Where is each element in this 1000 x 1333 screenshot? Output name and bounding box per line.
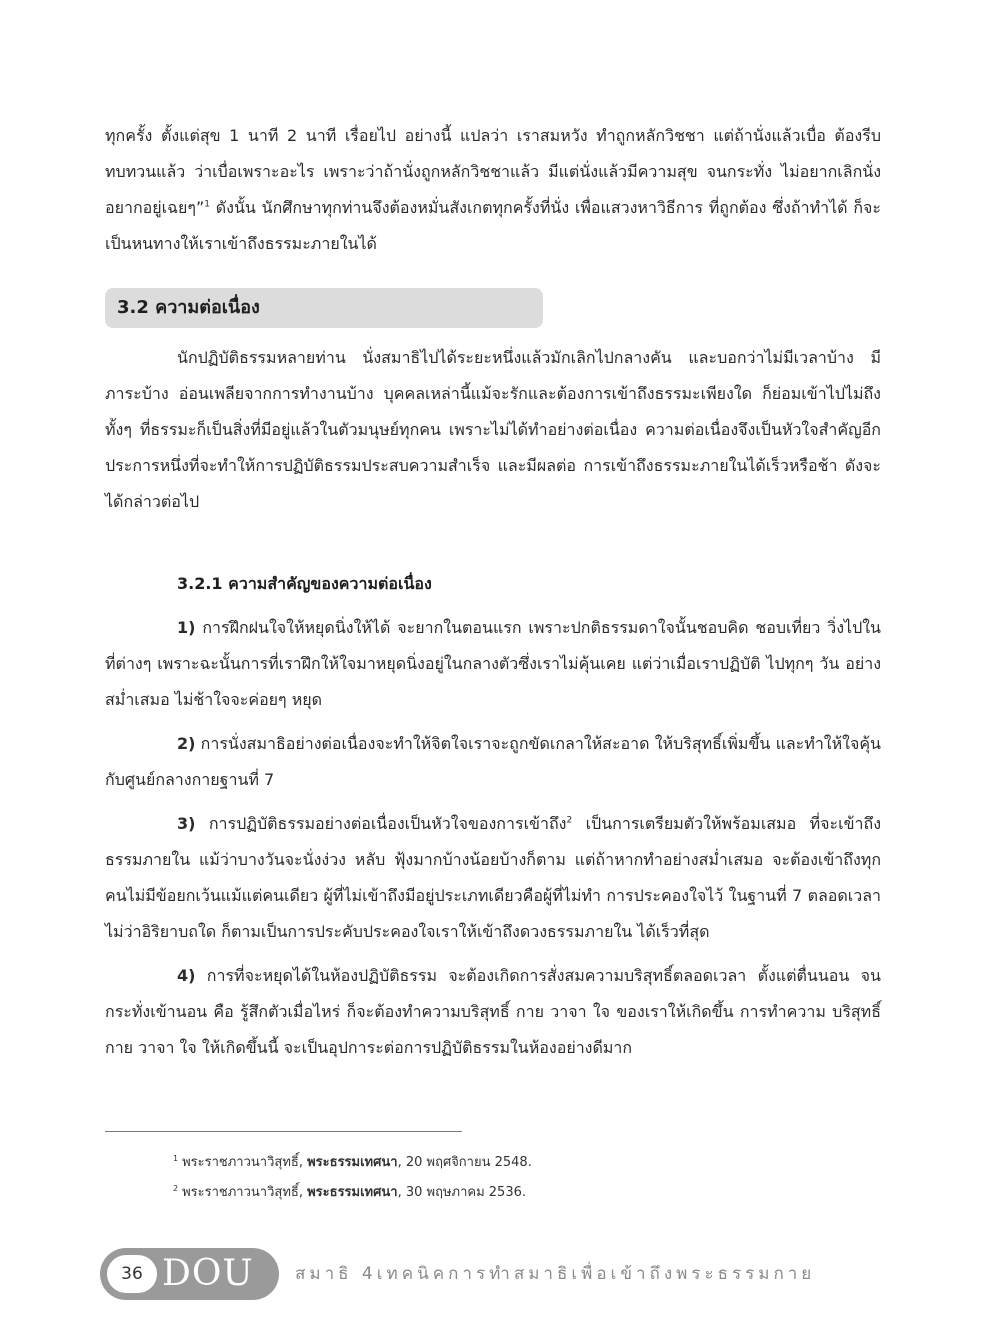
list-item-2 xyxy=(105,726,881,798)
footnote-date: , 30 พฤษภาคม 2536. xyxy=(397,1185,526,1200)
footnote-1 xyxy=(173,1148,873,1178)
book-title: สมาธิ 4เทคนิคการทำสมาธิเพื่อเข้าถึงพระธรรมกาย xyxy=(295,1264,816,1284)
intro-paragraph xyxy=(105,118,881,262)
list-item-3 xyxy=(105,806,881,950)
footnote-work: พระธรรมเทศนา xyxy=(307,1155,398,1170)
section-text: นักปฏิบัติธรรมหลายท่าน นั่งสมาธิไปได้ระยะหนึ่งแล้วมักเลิกไปกลางคัน และบอกว่าไม่มีเวลาบ้าง มีภาระบ้าง อ่อนเพลียจากการทำงานบ้าง บุคคลเหล่านี้แม้จะรักและต้องการเข้าถึงธรรมะเพียงใด ก็ย่อมเข้าไปไม่ถึง ทั้งๆ ที่ธรรมะก็เป็นสิ่งที่มีอยู่แล้วในตัวมนุษย์ทุกคน เพราะไม่ได้ทำอย่างต่อเนื่อง ความต่อเนื่องจึงเป็นหัวใจสำคัญอีกประการหนึ่งที่จะทำให้การปฏิบัติธรรมประสบความสำเร็จ และมีผลต่อ การเข้าถึงธรรมะภายในได้เร็วหรือช้า ดังจะได้กล่าวต่อไป xyxy=(105,348,881,511)
item-number: 4) xyxy=(177,966,196,985)
footnote-date: , 20 พฤศจิกายน 2548. xyxy=(397,1155,532,1170)
list-item-1 xyxy=(105,610,881,718)
footnote-ref-2[interactable]: 2 xyxy=(566,815,573,826)
footnotes xyxy=(173,1148,873,1208)
intro-text-part2: ดังนั้น นักศึกษาทุกท่านจึงต้องหมั่นสังเกตทุกครั้งที่นั่ง เพื่อแสวงหาวิธีการ ที่ถูกต้อง ซึ่งถ้าทำได้ ก็จะเป็นหนทางให้เราเข้าถึงธรรมะภายในได้ xyxy=(105,198,881,253)
footnote-2 xyxy=(173,1178,873,1208)
numbered-list xyxy=(105,610,881,1074)
item-number: 3) xyxy=(177,814,196,833)
item-number: 2) xyxy=(177,734,196,753)
footer-badge xyxy=(100,1248,279,1300)
intro-text xyxy=(105,118,881,262)
item-text: การที่จะหยุดได้ในห้องปฏิบัติธรรม จะต้องเกิดการสั่งสมความบริสุทธิ์ตลอดเวลา ตั้งแต่ตื่นนอน จนกระทั่งเข้านอน คือ รู้สึกตัวเมื่อไหร่ ก็จะต้องทำความบริสุทธิ์ กาย วาจา ใจ ของเราให้เกิดขึ้น การทำความ บริสุทธิ์ กาย วาจา ใจ ให้เกิดขึ้นนี้ จะเป็นอุปการะต่อการปฏิบัติธรรมในห้องอย่างดีมาก xyxy=(105,966,881,1057)
item-number: 1) xyxy=(177,618,196,637)
item-text: การฝึกฝนใจให้หยุดนิ่งให้ได้ จะยากในตอนแรก เพราะปกติธรรมดาใจนั้นชอบคิด ชอบเที่ยว วิ่งไปในที่ต่างๆ เพราะฉะนั้นการที่เราฝึกให้ใจมาหยุดนิ่งอยู่ในกลางตัวซึ่งเราไม่คุ้นเคย แต่ว่าเมื่อเราปฏิบัติ ไปทุกๆ วัน อย่างสม่ำเสมอ ไม่ช้าใจจะค่อยๆ หยุด xyxy=(105,618,882,709)
brand-logo: DOU xyxy=(162,1253,254,1294)
footnote-work: พระธรรมเทศนา xyxy=(307,1185,398,1200)
footnote-mark: 1 xyxy=(173,1153,179,1163)
item-text: การปฏิบัติธรรมอย่างต่อเนื่องเป็นหัวใจของการเข้าถึง xyxy=(195,814,567,833)
section-heading-bar xyxy=(105,288,543,328)
footnote-divider xyxy=(105,1131,462,1132)
page-number: 36 xyxy=(107,1255,157,1293)
list-item-4 xyxy=(105,958,881,1066)
item-text: การนั่งสมาธิอย่างต่อเนื่องจะทำให้จิตใจเราจะถูกขัดเกลาให้สะอาด ให้บริสุทธิ์เพิ่มขึ้น และทำให้ใจคุ้นกับศูนย์กลางกายฐานที่ 7 xyxy=(105,734,881,789)
footnote-mark: 2 xyxy=(173,1183,179,1193)
section-paragraph xyxy=(105,340,881,520)
intro-text-part1: ทุกครั้ง ตั้งแต่สุข 1 นาที 2 นาที เรื่อยไป อย่างนี้ แปลว่า เราสมหวัง ทำถูกหลักวิชชา แต่ถ้านั่งแล้วเบื่อ ต้องรีบทบทวนแล้ว ว่าเบื่อเพราะอะไร เพราะว่าถ้านั่งถูกหลักวิชชาแล้ว มีแต่นั่งแล้วมีความสุข จนกระทั่ง ไม่อยากเลิกนั่ง อยากอยู่เฉยๆ” xyxy=(105,126,881,217)
subsection-title: 3.2.1 ความสำคัญของความต่อเนื่อง xyxy=(177,574,432,593)
footnote-ref-1[interactable]: 1 xyxy=(204,199,210,210)
item-text-continued: เป็นการเตรียมตัวให้พร้อมเสมอ ที่จะเข้าถึงธรรมภายใน แม้ว่าบางวันจะนั่งง่วง หลับ ฟุ้งมากบ้างน้อยบ้างก็ตาม แต่ถ้าหากทำอย่างสม่ำเสมอ จะต้องเข้าถึงทุกคนไม่มีข้อยกเว้นแม้แต่คนเดียว ผู้ที่ไม่เข้าถึงมีอยู่ประเภทเดียวคือผู้ที่ไม่ทำ การประคองใจไว้ ในฐานที่ 7 ตลอดเวลา ไม่ว่าอิริยาบถใด ก็ตามเป็นการประคับประคองใจเราให้เข้าถึงดวงธรรมภายใน ได้เร็วที่สุด xyxy=(105,814,882,941)
footnote-author: พระราชภาวนาวิสุทธิ์, xyxy=(182,1185,308,1200)
section-title: 3.2 ความต่อเนื่อง xyxy=(117,297,260,318)
footnote-author: พระราชภาวนาวิสุทธิ์, xyxy=(182,1155,308,1170)
